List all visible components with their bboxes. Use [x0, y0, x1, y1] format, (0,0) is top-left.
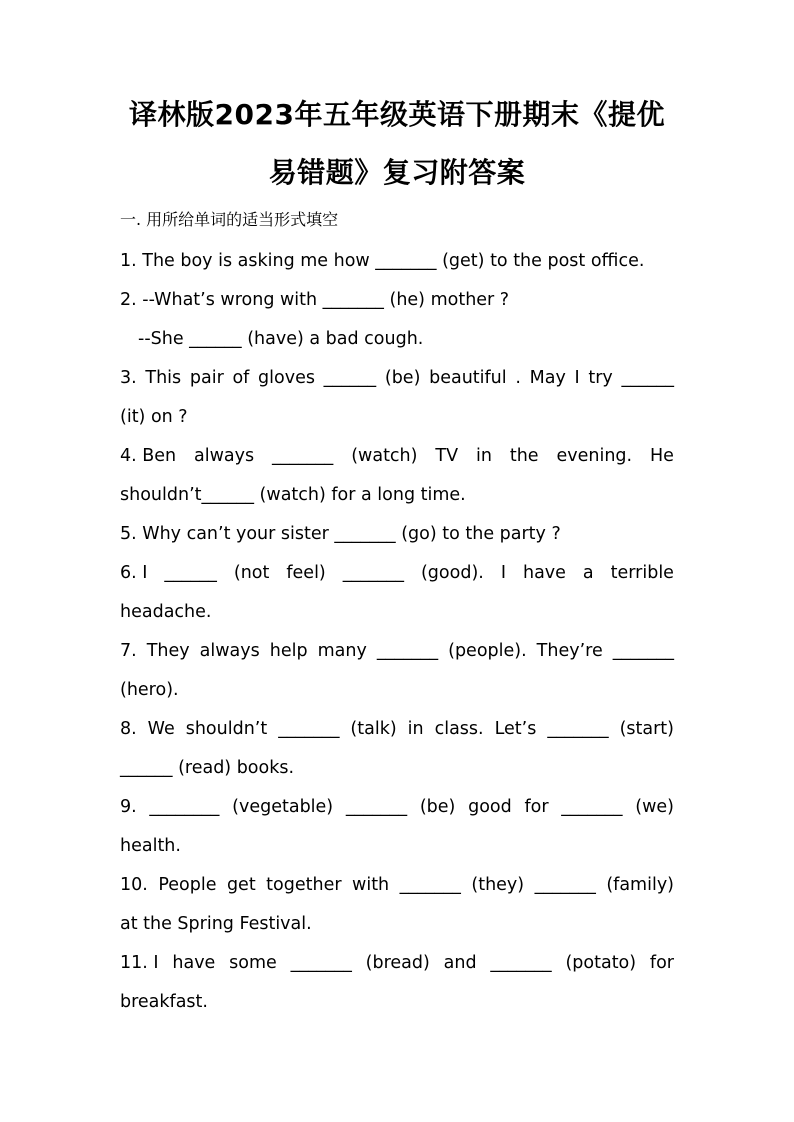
- question-4-blank: _______: [272, 446, 334, 466]
- question-11-word: have: [172, 953, 216, 973]
- question-2-line-1: 2. --What’s wrong with _______ (he) mother ?: [120, 290, 510, 310]
- question-6-word: (good).: [420, 563, 484, 583]
- question-4-word: TV: [435, 446, 459, 466]
- question-10-text: 10. People get together with _______ (they) _______ (family): [120, 875, 674, 895]
- question-5-line-1: 5. Why can’t your sister _______ (go) to the party ?: [120, 524, 561, 544]
- question-6-word: I: [500, 563, 506, 583]
- question-8-text: 8. We shouldn’t _______ (talk) in class. Let’s _______ (start): [120, 719, 674, 739]
- question-6-word: terrible: [610, 563, 674, 583]
- question-3-line-1: [120, 365, 674, 391]
- question-7-line-1: [120, 638, 674, 664]
- question-11-word: (bread): [365, 953, 430, 973]
- question-3-text: 3. This pair of gloves ______ (be) beautiful . May I try ______: [120, 368, 674, 388]
- question-9-line-1: [120, 794, 674, 820]
- question-10-line-1: [120, 872, 674, 898]
- question-4-line-2: shouldn’t______ (watch) for a long time.: [120, 485, 466, 505]
- question-4-word: He: [650, 446, 674, 466]
- question-11-line-2: breakfast.: [120, 992, 208, 1012]
- question-1-line-1: 1. The boy is asking me how _______ (get) to the post office.: [120, 251, 645, 271]
- question-9-text: 9. ________ (vegetable) _______ (be) good for _______ (we): [120, 797, 674, 817]
- question-11-word: 11. I: [120, 953, 159, 973]
- question-4-word: the: [509, 446, 539, 466]
- question-8-line-1: [120, 716, 674, 742]
- document-title-line-1: 译林版2023年五年级英语下册期末《提优: [129, 98, 665, 131]
- question-6-word: feel): [286, 563, 326, 583]
- question-11-blank: _______: [290, 953, 352, 973]
- question-6-word: 6. I: [120, 563, 148, 583]
- question-11-line-1: [120, 950, 674, 976]
- question-4-word: in: [475, 446, 492, 466]
- question-11-word: (potato): [565, 953, 637, 973]
- question-6-word: a: [582, 563, 594, 583]
- question-4-word: always: [194, 446, 255, 466]
- question-7-line-2: (hero).: [120, 680, 179, 700]
- question-6-line-2: headache.: [120, 602, 212, 622]
- question-4-word: 4. Ben: [120, 446, 177, 466]
- question-11-word: and: [443, 953, 477, 973]
- question-7-text: 7. They always help many _______ (people). They’re _______: [120, 641, 674, 661]
- question-8-line-2: ______ (read) books.: [120, 758, 295, 778]
- question-4-line-1: [120, 443, 674, 469]
- question-9-line-2: health.: [120, 836, 181, 856]
- question-2-line-2: --She ______ (have) a bad cough.: [138, 329, 424, 349]
- question-6-line-1: [120, 560, 674, 586]
- question-4-word: evening.: [556, 446, 633, 466]
- question-4-word: (watch): [351, 446, 418, 466]
- question-6-word: have: [522, 563, 566, 583]
- document-title-line-2: 易错题》复习附答案: [268, 156, 526, 189]
- question-10-line-2: at the Spring Festival.: [120, 914, 312, 934]
- question-11-blank: _______: [490, 953, 552, 973]
- question-3-line-2: (it) on ?: [120, 407, 188, 427]
- question-6-word: (not: [233, 563, 270, 583]
- question-11-word: some: [229, 953, 277, 973]
- section-heading: 一. 用所给单词的适当形式填空: [120, 210, 339, 229]
- question-6-blank: _______: [342, 563, 404, 583]
- question-11-word: for: [649, 953, 674, 973]
- question-6-blank: ______: [164, 563, 217, 583]
